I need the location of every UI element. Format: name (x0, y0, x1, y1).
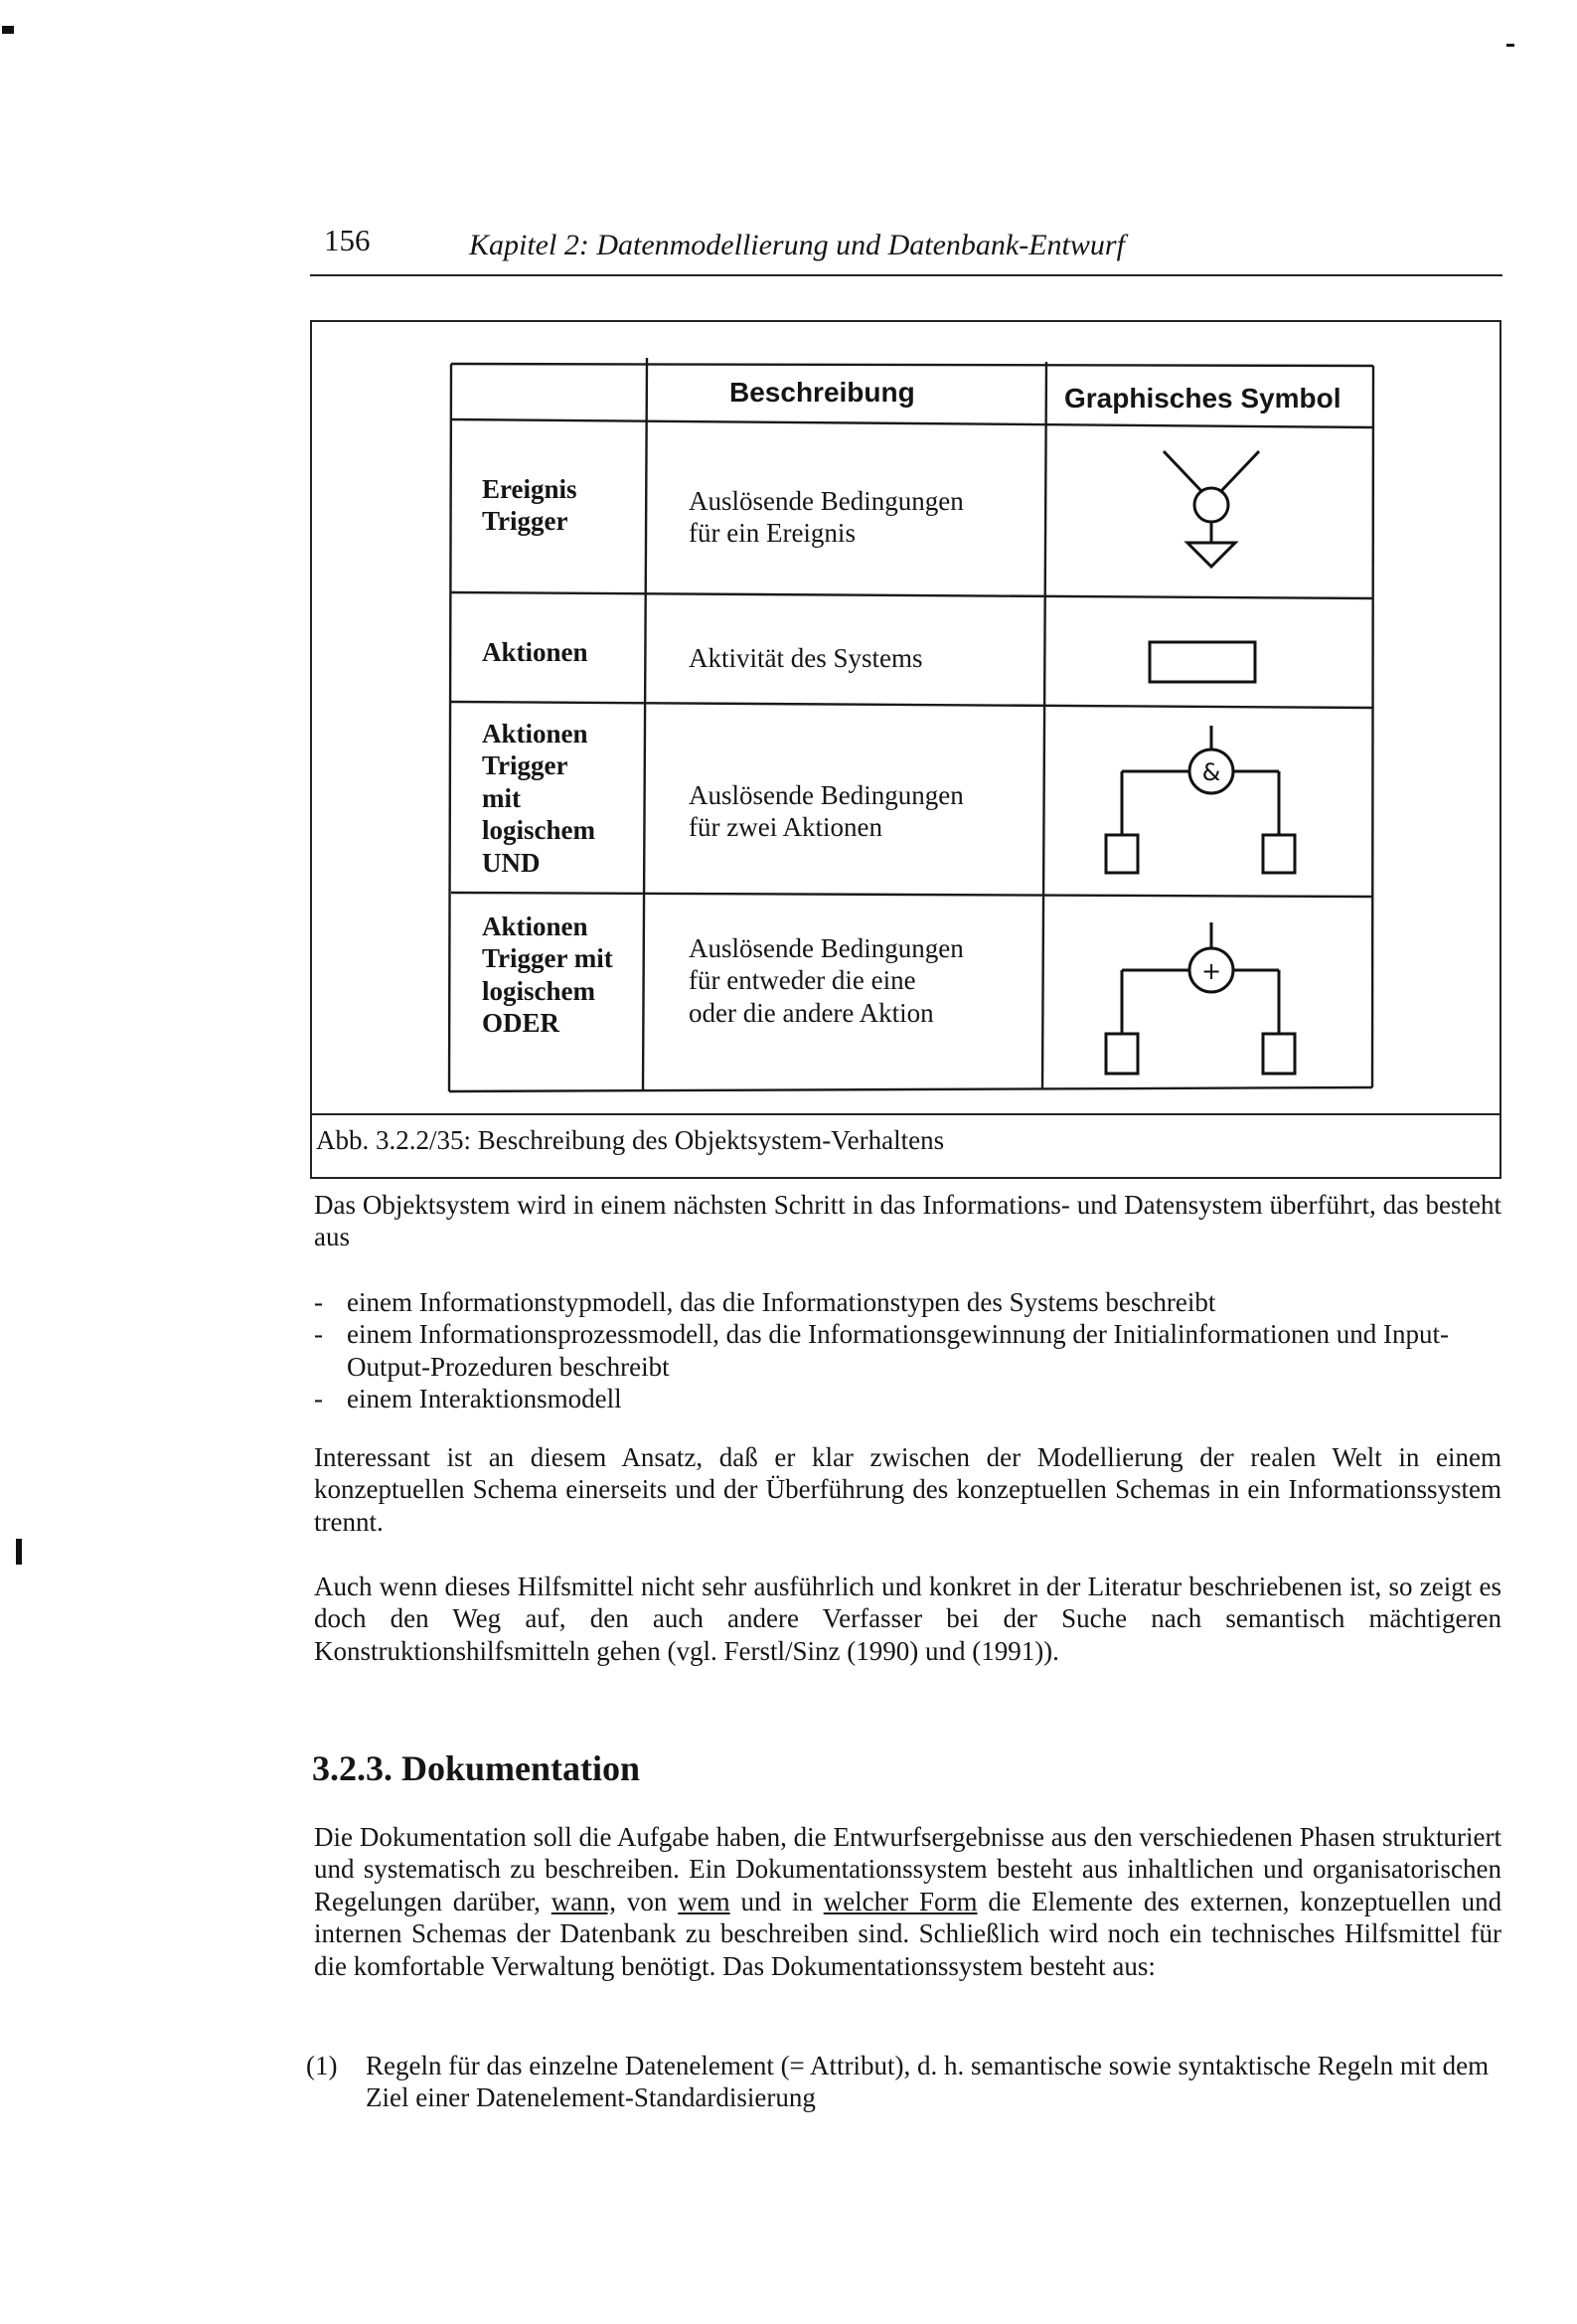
list-item: - einem Interaktionsmodell (314, 1384, 622, 1414)
column-header-description: Beschreibung (729, 377, 915, 408)
scan-mark-top-right (1506, 44, 1514, 47)
figure-caption: Abb. 3.2.2/35: Beschreibung des Objektsystem-Verhaltens (316, 1125, 945, 1155)
row-description-and-trigger: Auslösende Bedingungen für zwei Aktionen (689, 780, 964, 843)
row-label-actions: Aktionen (482, 637, 588, 667)
and-trigger-symbol (1102, 720, 1301, 889)
row-description-event-trigger: Auslösende Bedingungen für ein Ereignis (689, 486, 964, 549)
row-label-or-trigger: Aktionen Trigger mit logischem ODER (482, 912, 613, 1039)
enum-text: Regeln für das einzelne Datenelement (= Attribut), d. h. semantische sowie syntaktische Regeln mit dem Ziel einer Datenelement-Standardisierung (366, 2051, 1490, 2113)
list-item: - einem Informationsprozessmodell, das die Informationsgewinnung der Initialinformationen und Input-Output-Prozeduren beschreibt (314, 1319, 1449, 1382)
or-operator-label: + (1200, 957, 1222, 985)
scan-mark-left-bar (16, 1539, 22, 1565)
model-list (314, 1286, 1501, 1415)
approach-paragraph: Interessant ist an diesem Ansatz, daß er klar zwischen der Modellierung der realen Welt in einem konzeptuellen Schema einerseits und der Überführung des konzeptuellen Schemas in ein Informationssystem trennt. (314, 1442, 1501, 1537)
caption-divider (312, 1113, 1499, 1115)
underlined-when: wann, (551, 1886, 616, 1916)
underlined-which-form: welcher Form (823, 1886, 978, 1916)
row-description-actions: Aktivität des Systems (689, 643, 923, 673)
row-description-or-trigger: Auslösende Bedingungen für entweder die eine oder die andere Aktion (689, 933, 964, 1028)
behavior-table (446, 344, 1380, 1099)
enum-number: (1) (306, 2051, 338, 2080)
documentation-paragraph: Die Dokumentation soll die Aufgabe haben, die Entwurfsergebnisse aus den verschiedenen Phasen strukturiert und systematisch zu beschreiben. Ein Dokumentationssystem besteht aus inhaltlichen und organisatorischen Regelungen darüber, wann, von wem und in welcher Form die Elemente des externen, konzeptuellen und internen Schemas der Datenbank zu beschreiben sind. Schließlich wird noch ein technisches Hilfsmittel für die komfortable Verwaltung benötigt. Das Dokumentationssystem besteht aus: (314, 1822, 1502, 1981)
enumerated-item (306, 2050, 1503, 2114)
chapter-title: Kapitel 2: Datenmodellierung und Datenbank-Entwurf (469, 229, 1125, 261)
and-operator-label: & (1201, 758, 1221, 786)
list-item: - einem Informationstypmodell, das die Informationstypen des Systems beschreibt (314, 1287, 1216, 1317)
section-heading: 3.2.3. Dokumentation (312, 1748, 641, 1788)
page-number: 156 (324, 223, 371, 257)
intro-paragraph: Das Objektsystem wird in einem nächsten Schritt in das Informations- und Datensystem überführt, das besteht aus (314, 1190, 1501, 1252)
scan-mark-top-left (2, 26, 14, 34)
column-header-symbol: Graphisches Symbol (1064, 383, 1341, 414)
underlined-whom: wem (678, 1886, 730, 1916)
or-trigger-symbol (1102, 918, 1301, 1087)
figure-box (310, 320, 1501, 1179)
row-label-and-trigger: Aktionen Trigger mit logischem UND (482, 719, 595, 878)
action-rectangle-symbol (1142, 632, 1265, 692)
row-label-event-trigger: Ereignis Trigger (482, 474, 577, 537)
running-header (310, 217, 1502, 276)
event-trigger-symbol (1152, 443, 1271, 582)
tool-paragraph: Auch wenn dieses Hilfsmittel nicht sehr ausführlich und konkret in der Literatur beschriebenen ist, so zeigt es doch den Weg auf, den auch andere Verfasser bei der Suche nach semantisch mächtigeren Konstruktionshilfsmitteln gehen (vgl. Ferstl/Sinz (1990) und (1991)). (314, 1572, 1501, 1666)
